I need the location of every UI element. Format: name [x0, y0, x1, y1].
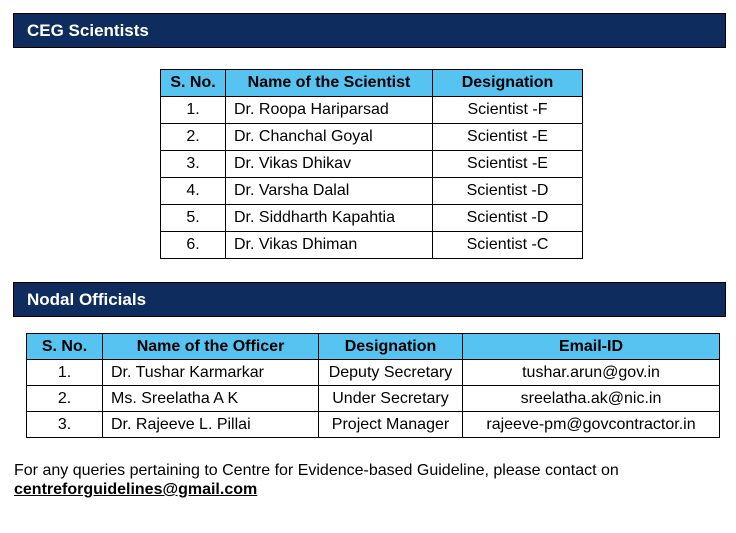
column-header-designation: Designation	[319, 334, 463, 360]
cell-designation: Scientist -D	[433, 205, 583, 232]
table-row	[161, 97, 583, 124]
cell-sno: 6.	[161, 232, 226, 259]
cell-sno: 5.	[161, 205, 226, 232]
table-row	[161, 151, 583, 178]
cell-name: Ms. Sreelatha A K	[103, 386, 319, 412]
table-row	[161, 178, 583, 205]
cell-designation: Scientist -C	[433, 232, 583, 259]
table-row	[161, 124, 583, 151]
cell-name: Dr. Varsha Dalal	[226, 178, 433, 205]
table-row	[27, 412, 720, 438]
cell-designation: Scientist -D	[433, 178, 583, 205]
column-header-email: Email-ID	[463, 334, 720, 360]
cell-email: tushar.arun@gov.in	[463, 360, 720, 386]
cell-sno: 2.	[27, 386, 103, 412]
cell-designation: Scientist -E	[433, 124, 583, 151]
contact-text: For any queries pertaining to Centre for Evidence-based Guideline, please contact on	[14, 462, 619, 479]
officials-table	[26, 333, 720, 438]
table-row	[27, 360, 720, 386]
cell-sno: 2.	[161, 124, 226, 151]
cell-name: Dr. Vikas Dhiman	[226, 232, 433, 259]
cell-sno: 4.	[161, 178, 226, 205]
table-header-row	[161, 70, 583, 97]
cell-name: Dr. Siddharth Kapahtia	[226, 205, 433, 232]
cell-sno: 3.	[27, 412, 103, 438]
column-header-name: Name of the Officer	[103, 334, 319, 360]
scientists-table	[160, 69, 583, 259]
column-header-sno: S. No.	[161, 70, 226, 97]
cell-email: sreelatha.ak@nic.in	[463, 386, 720, 412]
cell-designation: Project Manager	[319, 412, 463, 438]
table-row	[161, 205, 583, 232]
ceg-scientists-heading: CEG Scientists	[13, 13, 726, 48]
cell-name: Dr. Tushar Karmarkar	[103, 360, 319, 386]
cell-name: Dr. Roopa Hariparsad	[226, 97, 433, 124]
contact-footer	[14, 461, 724, 499]
cell-name: Dr. Rajeeve L. Pillai	[103, 412, 319, 438]
cell-sno: 3.	[161, 151, 226, 178]
cell-sno: 1.	[161, 97, 226, 124]
cell-name: Dr. Vikas Dhikav	[226, 151, 433, 178]
cell-designation: Scientist -E	[433, 151, 583, 178]
table-row	[161, 232, 583, 259]
cell-name: Dr. Chanchal Goyal	[226, 124, 433, 151]
table-header-row	[27, 334, 720, 360]
contact-email-link[interactable]: centreforguidelines@gmail.com	[14, 481, 258, 498]
cell-designation: Deputy Secretary	[319, 360, 463, 386]
cell-designation: Under Secretary	[319, 386, 463, 412]
cell-designation: Scientist -F	[433, 97, 583, 124]
column-header-name: Name of the Scientist	[226, 70, 433, 97]
cell-email: rajeeve-pm@govcontractor.in	[463, 412, 720, 438]
nodal-officials-heading: Nodal Officials	[13, 282, 726, 317]
cell-sno: 1.	[27, 360, 103, 386]
column-header-sno: S. No.	[27, 334, 103, 360]
column-header-designation: Designation	[433, 70, 583, 97]
table-row	[27, 386, 720, 412]
